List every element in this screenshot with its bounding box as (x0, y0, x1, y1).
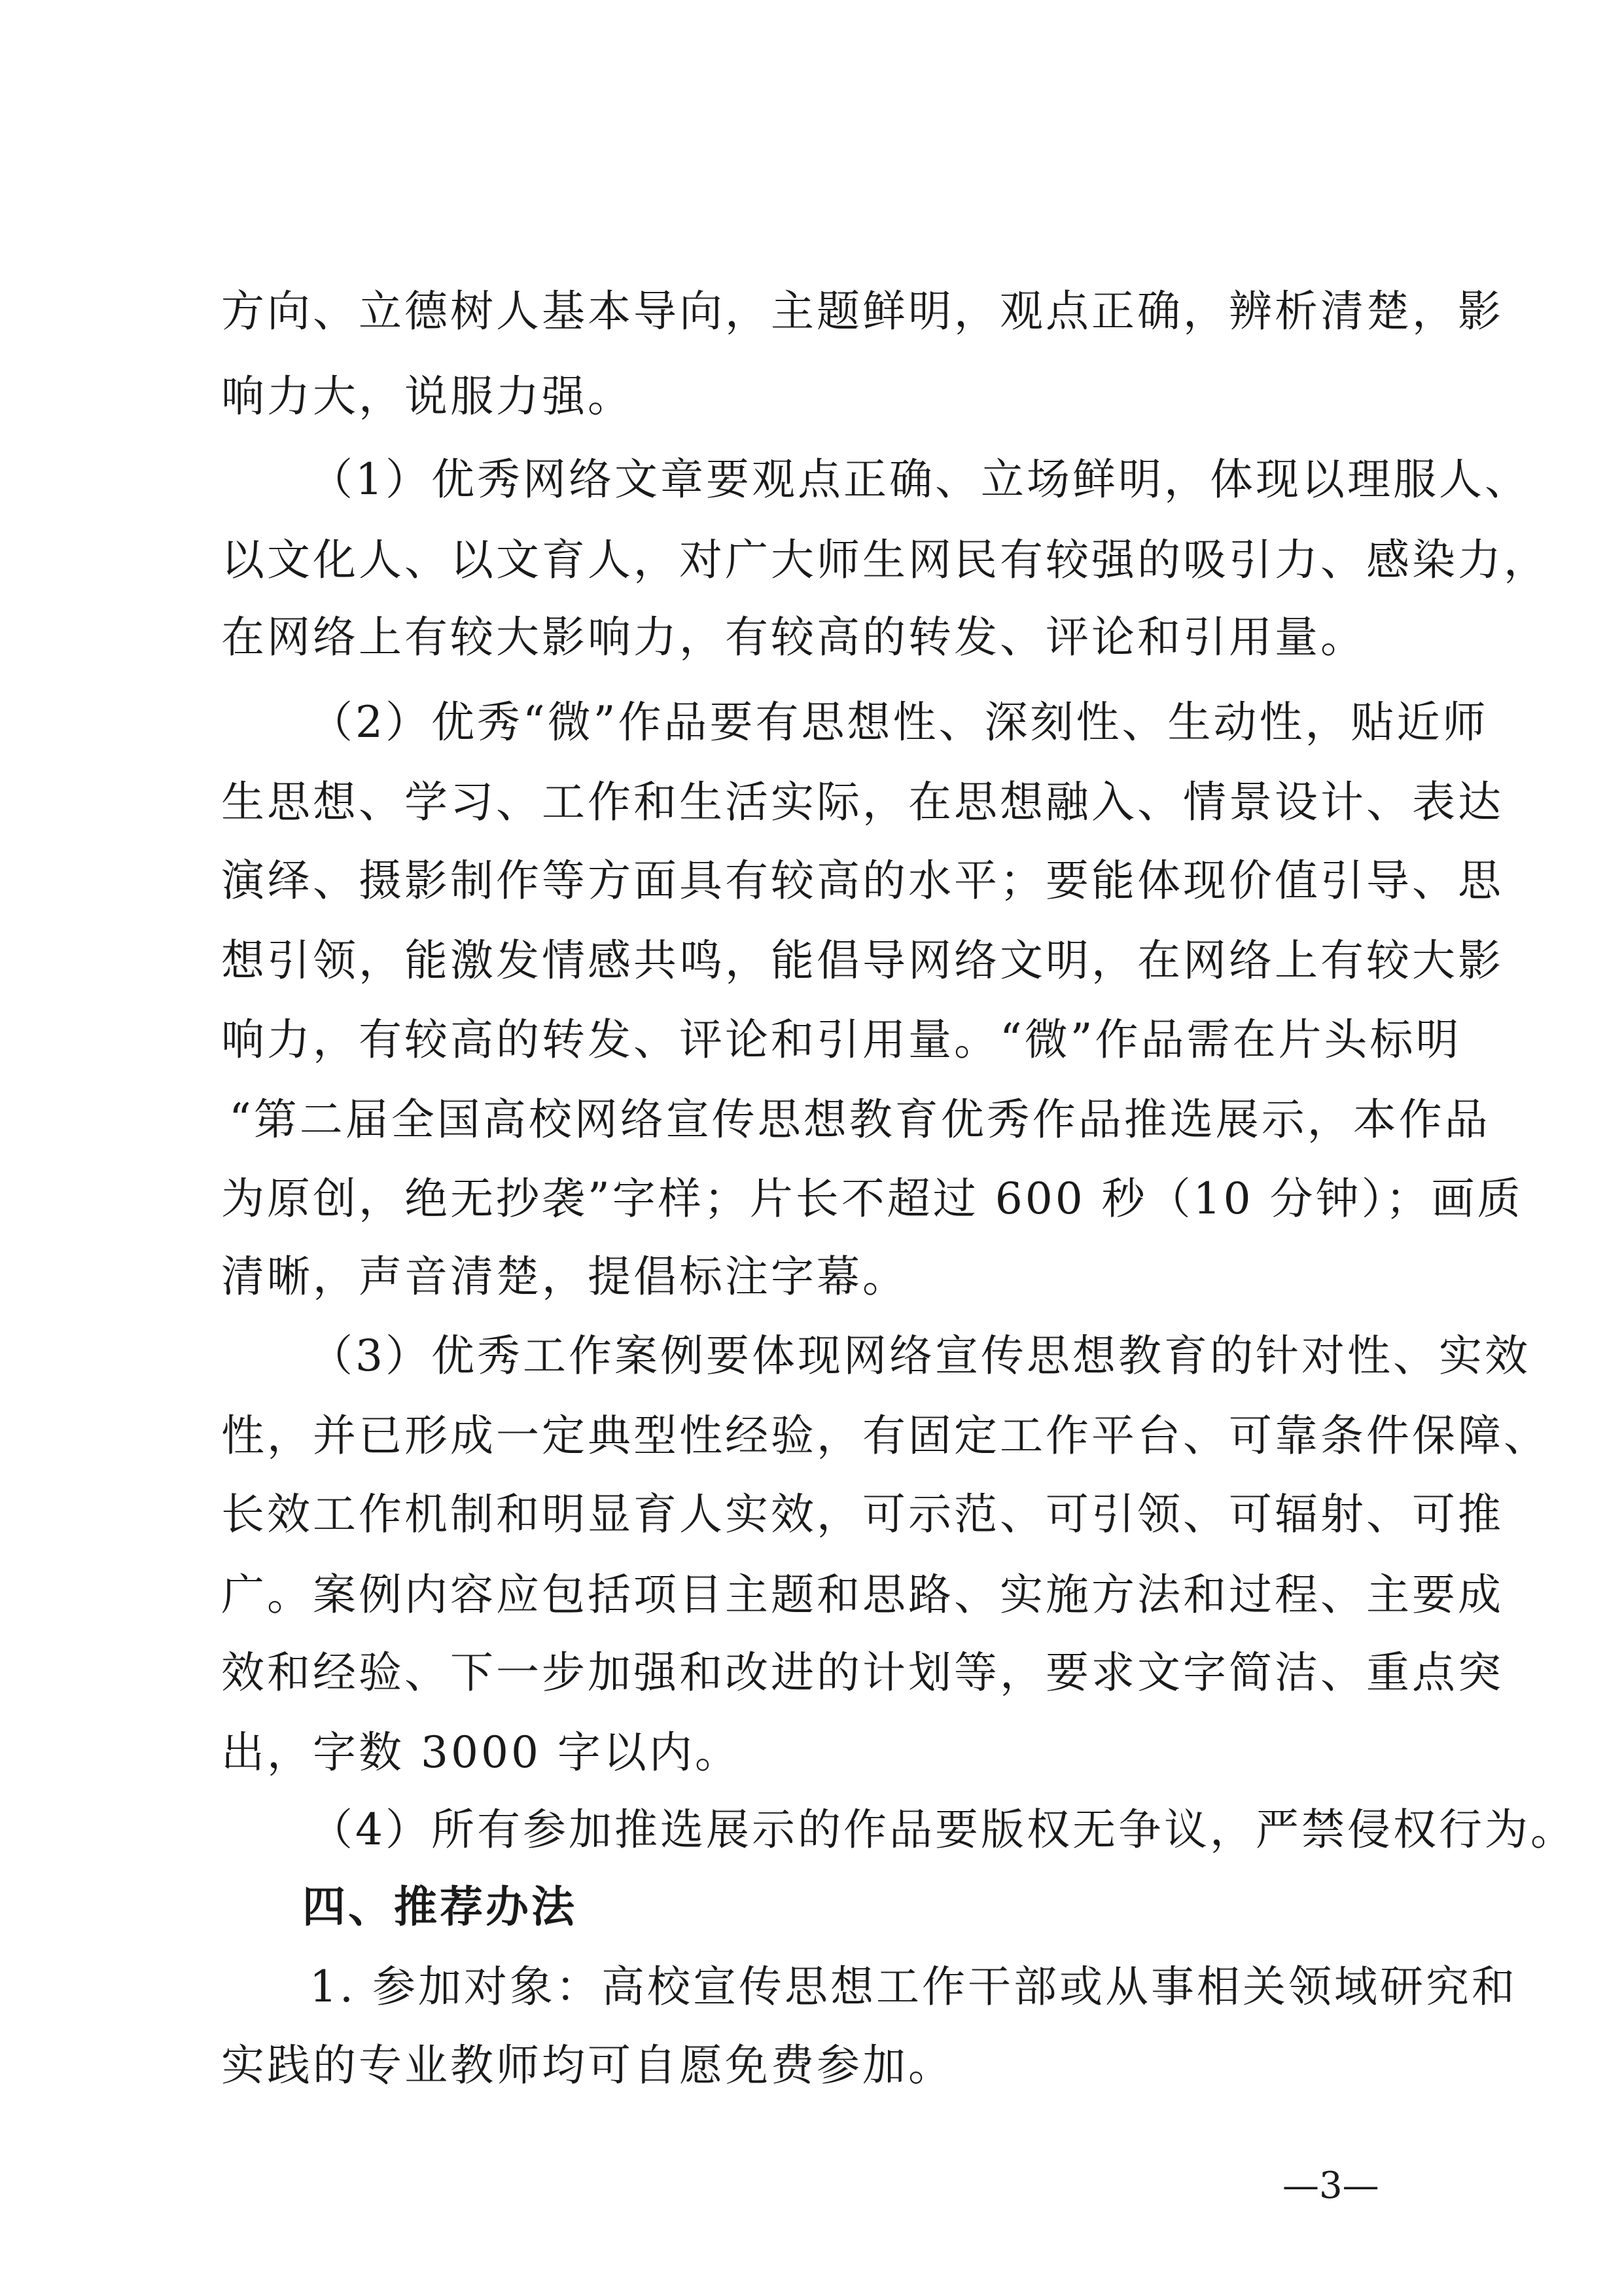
paragraph-5-start: 1. 参加对象：高校宣传思想工作干部或从事相关领域研究和 (309, 1962, 1517, 2012)
text-line: 出，字数 3000 字以内。 (221, 1727, 741, 1778)
text-line: “第二届全国高校网络宣传思想教育优秀作品推选展示，本作品 (229, 1094, 1491, 1145)
text-line: 广。案例内容应包括项目主题和思路、实施方法和过程、主要成 (221, 1570, 1504, 1620)
text-line: 以文化人、以文育人，对广大师生网民有较强的吸引力、感染力， (221, 535, 1549, 585)
text-line: 响力大，说服力强。 (221, 371, 633, 422)
text-line: 方向、立德树人基本导向，主题鲜明，观点正确，辨析清楚，影 (221, 286, 1504, 336)
text-line: 性，并已形成一定典型性经验，有固定工作平台、可靠条件保障、 (221, 1410, 1549, 1461)
paragraph-4: （4）所有参加推选展示的作品要版权无争议，严禁侵权行为。 (309, 1804, 1576, 1855)
text-line: 清晰，声音清楚，提倡标注字幕。 (221, 1251, 908, 1302)
text-line: 为原创，绝无抄袭”字样；片长不超过 600 秒（10 分钟）；画质 (221, 1174, 1523, 1224)
text-line: 演绎、摄影制作等方面具有较高的水平；要能体现价值引导、思 (221, 855, 1504, 906)
text-line: 长效工作机制和明显育人实效，可示范、可引领、可辐射、可推 (221, 1489, 1504, 1539)
text-line: 想引领，能激发情感共鸣，能倡导网络文明，在网络上有较大影 (221, 935, 1504, 986)
paragraph-2-start: （2）优秀“微”作品要有思想性、深刻性、生动性，贴近师 (309, 697, 1489, 747)
paragraph-3-start: （3）优秀工作案例要体现网络宣传思想教育的针对性、实效 (309, 1331, 1530, 1381)
text-line: 响力，有较高的转发、评论和引用量。“微”作品需在片头标明 (221, 1014, 1462, 1065)
section-heading: 四、推荐办法 (302, 1882, 577, 1932)
text-line: 生思想、学习、工作和生活实际，在思想融入、情景设计、表达 (221, 777, 1504, 827)
page-number: —3— (1282, 2164, 1379, 2207)
text-line: 实践的专业教师均可自愿免费参加。 (221, 2040, 954, 2090)
paragraph-1-start: （1）优秀网络文章要观点正确、立场鲜明，体现以理服人、 (309, 454, 1530, 505)
text-line: 在网络上有较大影响力，有较高的转发、评论和引用量。 (221, 612, 1366, 662)
text-line: 效和经验、下一步加强和改进的计划等，要求文字简洁、重点突 (221, 1647, 1504, 1698)
